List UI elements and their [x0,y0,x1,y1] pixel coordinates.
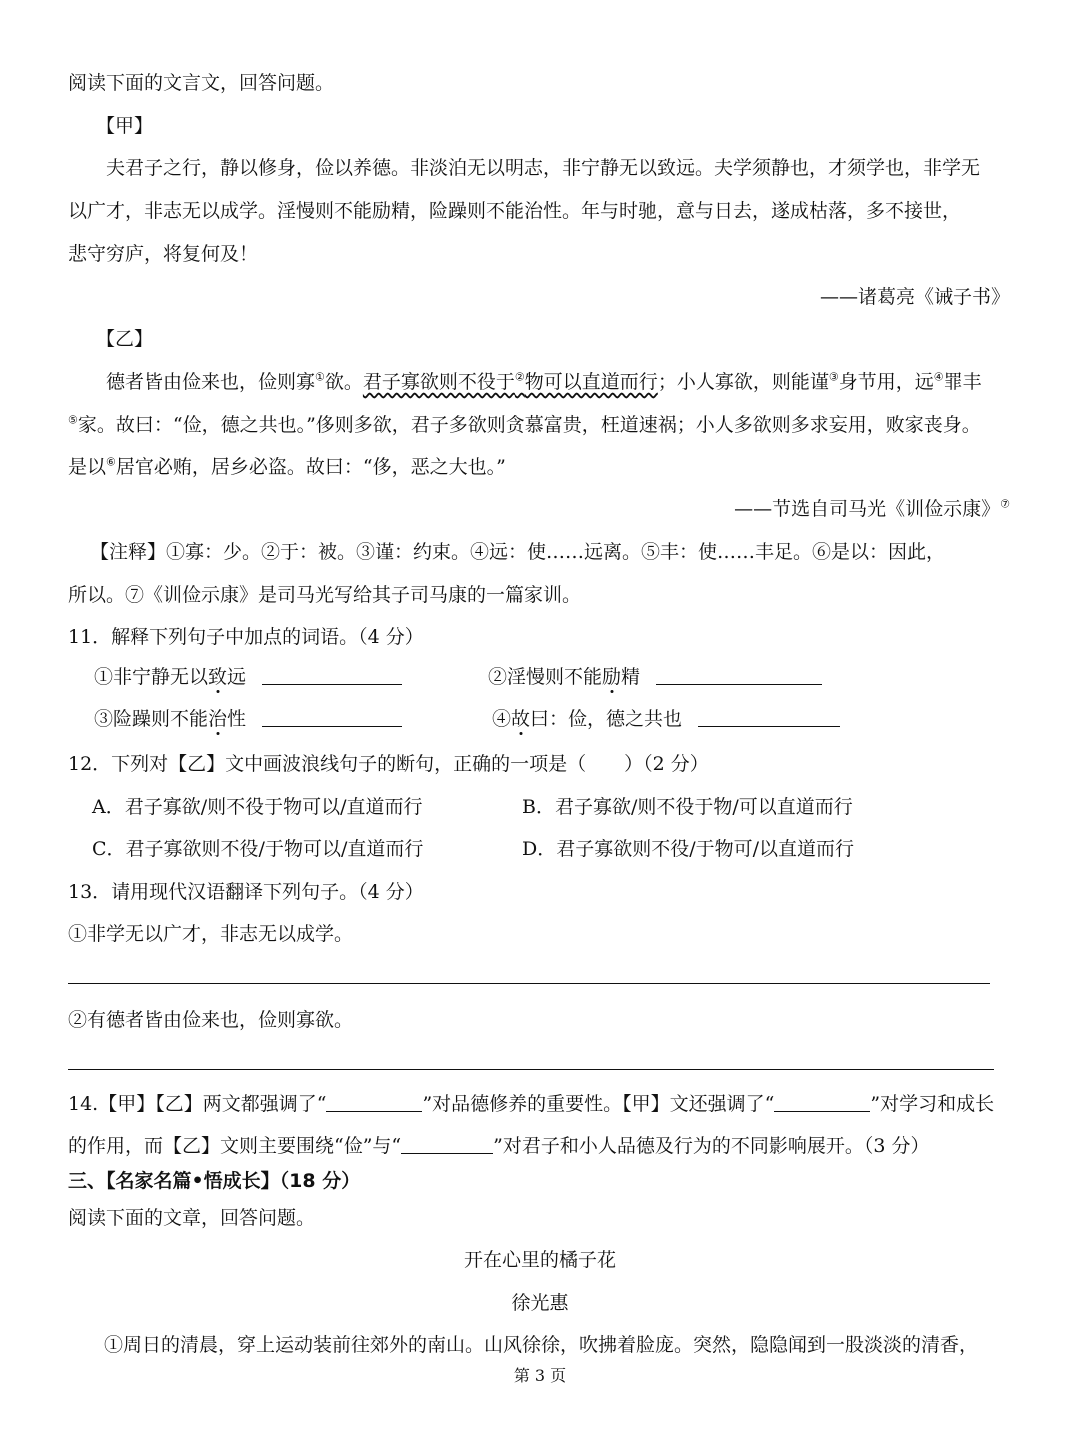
q12-option-b[interactable]: B．君子寡欲/则不役于物/可以直道而行 [522,796,853,818]
emphasis-dot: 故 [511,708,531,730]
yi-source [734,496,1010,522]
jia-line-3: 悲守穷庐，将复何及！ [68,243,259,265]
question-11-stem: 11．解释下列句子中加点的词语。（4 分） [68,626,424,648]
question-14-line-1: 14.【甲】【乙】两文都强调了“ ”对品德修养的重要性。【甲】文还强调了“ ”对学习和成长 [68,1093,995,1115]
jia-line-2: 以广才，非志无以成学。淫慢则不能励精，险躁则不能治性。年与时驰，意与日去，遂成枯落，多不接世， [68,200,962,222]
q11-item-2: ②淫慢则不能励精 [488,664,822,690]
emphasis-dot: 治 [208,708,228,730]
answer-blank[interactable] [656,666,822,685]
yi-label: 【乙】 [96,328,154,350]
jia-label: 【甲】 [96,115,154,137]
question-13-stem: 13．请用现代汉语翻译下列句子。（4 分） [68,881,424,903]
reading-instruction: 阅读下面的文言文，回答问题。 [68,72,335,94]
yi-text: 罪丰 [943,371,982,393]
q12-option-c[interactable]: C．君子寡欲则不役/于物可以/直道而行 [92,838,424,860]
q12-option-a[interactable]: A．君子寡欲/则不役于物可以/直道而行 [92,796,423,818]
question-12-stem: 12．下列对【乙】文中画波浪线句子的断句，正确的一项是（ ）（2 分） [68,753,709,775]
note-marker: ① [315,370,325,384]
yi-text: 德者皆由俭来也，俭则寡 [106,371,316,393]
q11-item-3: ③险躁则不能治性 [94,706,402,732]
q13-item-1: ①非学无以广才，非志无以成学。 [68,923,354,945]
q11-item-4: ④故曰：俭，德之共也 [492,706,840,732]
note-marker: ⑤ [68,413,78,427]
jia-line-1: 夫君子之行，静以修身，俭以养德。非淡泊无以明志，非宁静无以致远。夫学须静也，才须学也，非学无 [106,157,981,179]
note-marker: ⑥ [106,455,116,469]
answer-line[interactable] [68,1069,994,1070]
article-author: 徐光惠 [511,1292,569,1314]
q13-item-2: ②有德者皆由俭来也，俭则寡欲。 [68,1009,354,1031]
note-marker: ③ [828,370,839,384]
yi-text: ；小人寡欲，则能谨 [657,371,829,393]
note-marker: ④ [933,370,944,384]
yi-line-2 [68,412,981,438]
jia-source: ——诸葛亮《诫子书》 [819,286,1010,308]
emphasis-dot: 致 [208,666,228,688]
answer-line[interactable] [68,983,990,984]
section-3-instruction: 阅读下面的文章，回答问题。 [68,1207,316,1229]
yi-text: 家。故曰：“俭，德之共也。”侈则多欲，君子多欲则贪慕富贵，枉道速祸；小人多欲则多求妄用，败家丧身。 [77,414,981,436]
q12-option-d[interactable]: D．君子寡欲则不役/于物可/以直道而行 [522,838,855,860]
answer-blank[interactable] [262,708,402,727]
page-number: 第 3 页 [513,1366,567,1385]
yi-text: 是以 [68,456,107,478]
answer-blank[interactable] [401,1135,493,1154]
article-title: 开在心里的橘子花 [463,1249,616,1271]
answer-blank[interactable] [326,1093,422,1112]
section-3-heading: 三、【名家名篇•悟成长】（18 分） [68,1170,361,1192]
answer-blank[interactable] [698,708,840,727]
yi-text: 居官必贿，居乡必盗。故曰：“侈，恶之大也。” [115,456,506,478]
wavy-underlined-sentence: 君子寡欲则不役于②物可以直道而行 [362,370,658,393]
yi-source-text: ——节选自司马光《训俭示康》 [734,498,1001,520]
emphasis-dot: 励 [602,666,622,688]
yi-line-3 [68,454,506,480]
yi-text: 欲。 [324,371,363,393]
yi-text: 身节用，远 [838,371,934,393]
answer-blank[interactable] [262,666,402,685]
answer-blank[interactable] [774,1093,870,1112]
notes-line-2: 所以。⑦《训俭示康》是司马光写给其子司马康的一篇家训。 [68,584,582,606]
note-marker: ② [514,370,525,384]
note-marker: ⑦ [1000,497,1010,511]
q11-item-1: ①非宁静无以致远 [94,664,402,690]
notes-line-1: 【注释】①寡：少。②于：被。③谨：约束。④远：使……远离。⑤丰：使……丰足。⑥是以：因此， [90,541,946,563]
question-14-line-2: 的作用，而【乙】文则主要围绕“俭”与“ ”对君子和小人品德及行为的不同影响展开。（3 分） [68,1135,930,1157]
yi-line-1 [106,369,982,395]
article-paragraph-1: ①周日的清晨，穿上运动装前往郊外的南山。山风徐徐，吹拂着脸庞。突然，隐隐闻到一股淡淡的清香， [104,1334,979,1356]
